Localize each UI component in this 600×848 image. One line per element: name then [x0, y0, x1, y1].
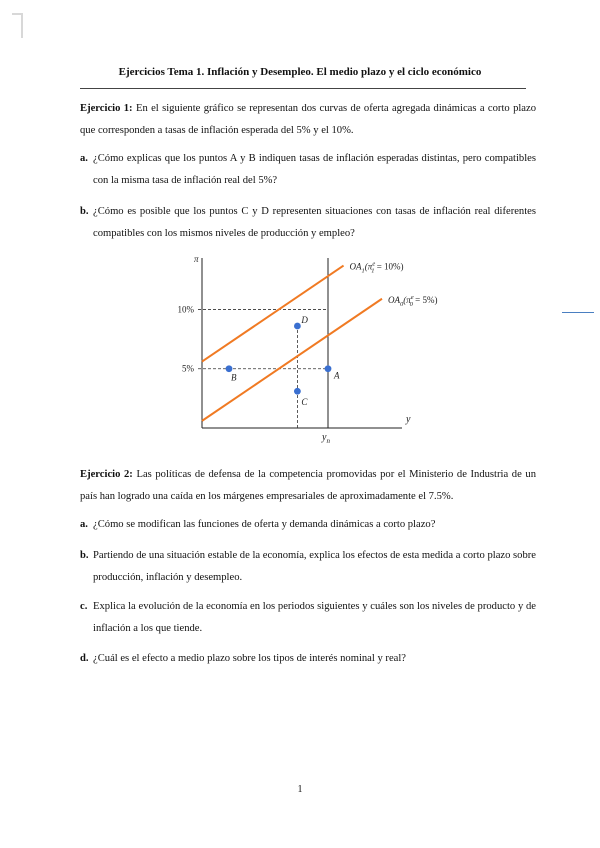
question-label: a. — [80, 153, 88, 164]
question-text: Explica la evolución de la economía en los periodos siguientes y cuáles son los niveles de producto y de inflación a los que tiende. — [93, 601, 536, 634]
question-text: Partiendo de una situación estable de la economía, explica los efectos de esta medida a corto plazo sobre producción, inflación y desempleo. — [93, 550, 537, 583]
title-divider — [80, 88, 526, 89]
point-label-A: A — [334, 370, 340, 381]
ejercicio-1-label: Ejercicio 1: — [80, 103, 133, 114]
point-label-C: C — [301, 397, 308, 408]
margin-comment-mark — [562, 312, 594, 313]
supply-curves-chart — [160, 252, 450, 448]
question-text: ¿Cómo es posible que los puntos C y D representen situaciones con tasas de inflación real diferentes compatibles con los mismos niveles de producción y empleo? — [93, 206, 536, 239]
point-B — [226, 365, 233, 372]
natural-output-label: $y_n$ — [322, 432, 330, 445]
ejercicio-2-label: Ejercicio 2: — [80, 469, 133, 480]
question-text: ¿Cuál es el efecto a medio plazo sobre los tipos de interés nominal y real? — [93, 653, 406, 664]
ejercicio-2-question-c — [80, 596, 536, 640]
ejercicio-1-question-b — [80, 201, 536, 245]
point-label-D: D — [301, 315, 308, 326]
document-title: Ejercicios Tema 1. Inflación y Desempleo. El medio plazo y el ciclo económico — [118, 66, 482, 78]
point-D — [294, 323, 301, 330]
point-A — [325, 365, 332, 372]
ejercicio-2-statement — [80, 464, 536, 508]
y-axis-label: π — [194, 254, 199, 264]
question-label: b. — [80, 206, 89, 217]
y-tick-label: 10% — [177, 304, 194, 315]
question-text: ¿Cómo se modifican las funciones de oferta y demanda dinámicas a corto plazo? — [93, 519, 436, 530]
question-label: b. — [80, 550, 89, 561]
ejercicio-1-question-a — [80, 148, 536, 192]
point-C — [294, 388, 301, 395]
point-label-B: B — [231, 372, 237, 383]
ejercicio-1-text: En el siguiente gráfico se representan dos curvas de oferta agregada dinámicas a corto plazo que corresponden a tasas de inflación esperada del 5% y el 10%. — [80, 103, 537, 136]
question-label: d. — [80, 653, 89, 664]
ejercicio-2-question-d — [80, 648, 536, 670]
curve-label-0: $OA_0(\pi^e$ 0 = 5%) — [388, 293, 438, 308]
ejercicio-2-text: Las políticas de defensa de la competencia promovidas por el Ministerio de Industria de un país han logrado una caída en los márgenes empresariales de aproximadamente el 7.5%. — [80, 469, 536, 502]
ejercicio-2-question-b — [80, 545, 536, 589]
folded-corner-mark — [8, 8, 36, 46]
ejercicio-1-statement — [80, 98, 536, 142]
question-label: a. — [80, 519, 88, 530]
question-label: c. — [80, 601, 88, 612]
ejercicio-2-question-a — [80, 514, 536, 536]
y-tick-label: 5% — [182, 363, 194, 374]
supply-curve-1 — [202, 266, 344, 362]
curve-label-1: $OA_1(\pi^e$ 1 = 10%) — [349, 260, 404, 275]
page-number: 1 — [297, 784, 303, 795]
x-axis-label: y — [406, 414, 411, 425]
question-text: ¿Cómo explicas que los puntos A y B indiquen tasas de inflación esperadas distintas, pero compatibles con la misma tasa de inflación real del 5%? — [93, 153, 536, 186]
supply-curve-0 — [202, 299, 382, 421]
